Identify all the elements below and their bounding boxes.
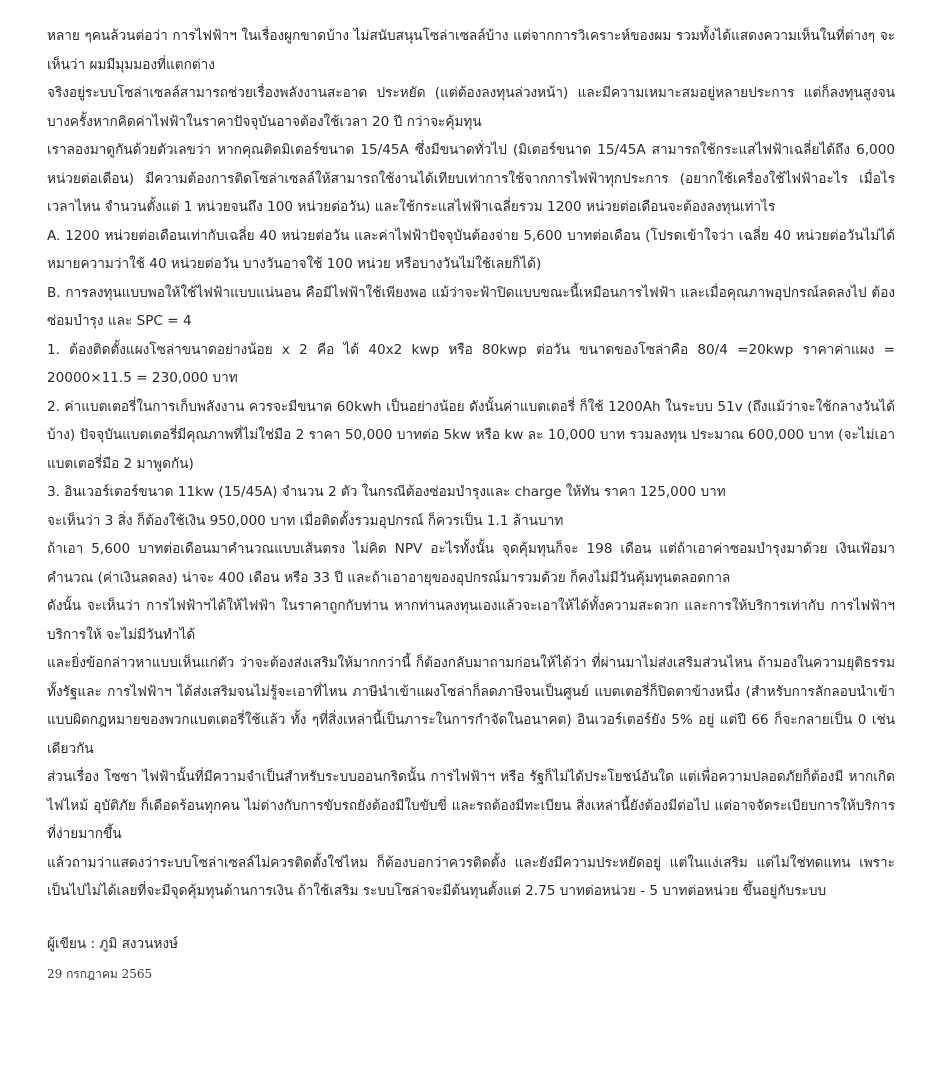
paragraph-item-1-panels: 1. ต้องติดตั้งแผงโซล่าขนาดอย่างน้อย x 2 คือ ได้ 40x2 kwp หรือ 80kwp ต่อวัน ขนาดของโซล่าคือ 80/4 =20kwp ราคาค่าแผง = 20000×11.5 = 230,000 บาท <box>47 341 895 386</box>
paragraph-point-b: B. การลงทุนแบบพอให้ใช้ไฟฟ้าแบบแน่นอน คือมีไฟฟ้าใช้เพียงพอ แม้ว่าจะฟ้าปิดแบบขณะนี้เหมือนการไฟฟ้า และเมื่อคุณภาพอุปกรณ์ลดลงไป ต้องซ่อมบำรุง และ SPC = 4 <box>47 284 895 329</box>
paragraph-promotion: และยิ่งข้อกล่าวหาแบบเห็นแก่ตัว ว่าจะต้องส่งเสริมให้มากกว่านี้ ก็ต้องกลับมาถามก่อนให้ได้ว่า ที่ผ่านมาไม่ส่งเสริมส่วนไหน ถ้ามองในความยุติธรรม ทั้งรัฐและ การไฟฟ้าฯ ได้ส่งเสริมจนไม่รู้จะเอาที่ไหน ภาษีนำเข้าแผงโซล่าก็ลดภาษีจนเป็นศูนย์ แบตเตอรี่ก็ปิดตาข้างหนึ่ง (สำหรับการลักลอบนำเข้าแบบผิดกฎหมายของพวกแบตเตอรี่ใช้แล้ว ทั้ง ๆที่สิ่งเหล่านี้เป็นภาระในการกำจัดในอนาคต) อินเวอร์เตอร์ยัง 5% อยู่ แต่ปี 66 ก็จะกลายเป็น 0 เช่นเดียวกัน <box>47 655 895 757</box>
paragraph-item-3-inverter: 3. อินเวอร์เตอร์ขนาด 11kw (15/45A) จำนวน 2 ตัว ในกรณีต้องซ่อมบำรุงและ charge ให้ทัน ราคา 125,000 บาท <box>47 484 726 500</box>
publish-date: 29 กรกฎาคม 2565 <box>47 966 153 981</box>
paragraph-total-cost: จะเห็นว่า 3 สิ่ง ก็ต้องใช้เงิน 950,000 บาท เมื่อติดตั้งรวมอุปกรณ์ ก็ควรเป็น 1.1 ล้านบาท <box>47 512 564 529</box>
paragraph-solar-benefits: จริงอยู่ระบบโซล่าเซลล์สามารถช่วยเรื่องพลังงานสะอาด ประหยัด (แต่ต้องลงทุนล่วงหน้า) และมีความเหมาะสมอยู่หลายประการ แต่ก็ลงทุนสูงจน บางครั้งหากคิดค่าไฟฟ้าในราคาปัจจุบันอาจต้องใช้เวลา 20 ปี กว่าจะคุ้มทุน <box>47 85 895 130</box>
paragraph-item-2-battery: 2. ค่าแบตเตอรี่ในการเก็บพลังงาน ควรจะมีขนาด 60kwh เป็นอย่างน้อย ดังนั้นค่าแบตเตอรี่ ก็ใช้ 1200Ah ในระบบ 51v (ถึงแม้ว่าจะใช้กลางวันได้บ้าง) ปัจจุบันแบตเตอรี่มีคุณภาพที่ไม่ใช่มือ 2 ราคา 50,000 บาทต่อ 5kw หรือ kw ละ 10,000 บาท รวมลงทุน ประมาณ 600,000 บาท (จะไม่เอาแบตเตอรี่มือ 2 มาพูดกัน) <box>47 398 895 472</box>
paragraph-payback: ถ้าเอา 5,600 บาทต่อเดือนมาคำนวณแบบเส้นตรง ไม่คิด NPV อะไรทั้งนั้น จุดคุ้มทุนก็จะ 198 เดือน แต่ถ้าเอาค่าซอมบำรุงมาด้วย เงินเฟ้อมาคำนวณ (ค่าเงินลดลง) น่าจะ 400 เดือน หรือ 33 ปี และถ้าเอาอายุของอุปกรณ์มารวมด้วย ก็คงไม่มีวันคุ้มทุนตลอดกาล <box>47 541 895 586</box>
paragraph-regulation: ส่วนเรื่อง โซซา ไฟฟ้านั้นที่มีความจำเป็นสำหรับระบบออนกริดนั้น การไฟฟ้าฯ หรือ รัฐก็ไม่ได้ประโยชน์อันใด แต่เพื่อความปลอดภัยก็ต้องมี หากเกิดไฟไหม้ อุบัติภัย ก็เดือดร้อนทุกคน ไม่ต่างกับการขับรถยังต้องมีใบขับขี่ และรถต้องมีทะเบียน สิ่งเหล่านี้ยังต้องมีต่อไป แต่อาจจัดระเบียบการให้บริการที่ง่ายมากขึ้น <box>47 769 895 842</box>
paragraph-final: แล้วถามว่าแสดงว่าระบบโซล่าเซลล์ไม่ควรติดตั้งใช่ไหม ก็ต้องบอกว่าควรติดตั้ง และยังมีความประหยัดอยู่ แต่ในแง่เสริม แต่ไม่ใช่ทดแทน เพราะเป็นไปไม่ได้เลยที่จะมีจุดคุ้มทุนด้านการเงิน ถ้าใช้เสริม ระบบโซล่าจะมีต้นทุนตั้งแต่ 2.75 บาทต่อหน่วย - 5 บาทต่อหน่วย ขึ้นอยู่กับระบบ <box>47 854 895 899</box>
author-line: ผู้เขียน : ภูมิ สงวนหงษ์ <box>47 935 179 952</box>
article <box>47 22 895 984</box>
paragraph-point-a: A. 1200 หน่วยต่อเดือนเท่ากับเฉลี่ย 40 หน่วยต่อวัน และค่าไฟฟ้าปัจจุบันต้องจ่าย 5,600 บาทต่อเดือน (โปรดเข้าใจว่า เฉลี่ย 40 หน่วยต่อวันไม่ได้หมายความว่าใช้ 40 หน่วยต่อวัน บางวันอาจใช้ 100 หน่วย หรือบางวันไม่ใช้เลยก็ได้) <box>47 227 895 272</box>
paragraph-meter-scenario: เราลองมาดูกันด้วยตัวเลขว่า หากคุณติดมิเตอร์ขนาด 15/45A ซึ่งมีขนาดทั่วไป (มิเตอร์ขนาด 15/45A สามารถใช้กระแสไฟฟ้าเฉลี่ยได้ถึง 6,000 หน่วยต่อเดือน) มีความต้องการติดโซล่าเซลล์ให้สามารถใช้งานได้เทียบเท่าการใช้จากการไฟฟ้าทุกประการ (อยากใช้เครื่องใช้ไฟฟ้าอะไร เมื่อไร เวลาไหน จำนวนตั้งแต่ 1 หน่วยจนถึง 100 หน่วยต่อวัน) และใช้กระแสไฟฟ้าเฉลี่ยรวม 1200 หน่วยต่อเดือนจะต้องลงทุนเท่าไร <box>47 142 895 215</box>
paragraph-intro: หลาย ๆคนล้วนต่อว่า การไฟฟ้าฯ ในเรื่องผูกขาดบ้าง ไม่สนับสนุนโซล่าเซลล์บ้าง แต่จากการวิเคราะห์ของผม รวมทั้งได้แสดงความเห็นในที่ต่างๆ จะเห็นว่า ผมมีมุมมองที่แตกต่าง <box>47 28 895 73</box>
paragraph-conclusion: ดังนั้น จะเห็นว่า การไฟฟ้าฯได้ให้ไฟฟ้า ในราคาถูกกับท่าน หากท่านลงทุนเองแล้วจะเอาให้ได้ทั้งความสะดวก และการให้บริการเท่ากับ การไฟฟ้าฯ บริการให้ จะไม่มีวันทำได้ <box>47 598 895 643</box>
